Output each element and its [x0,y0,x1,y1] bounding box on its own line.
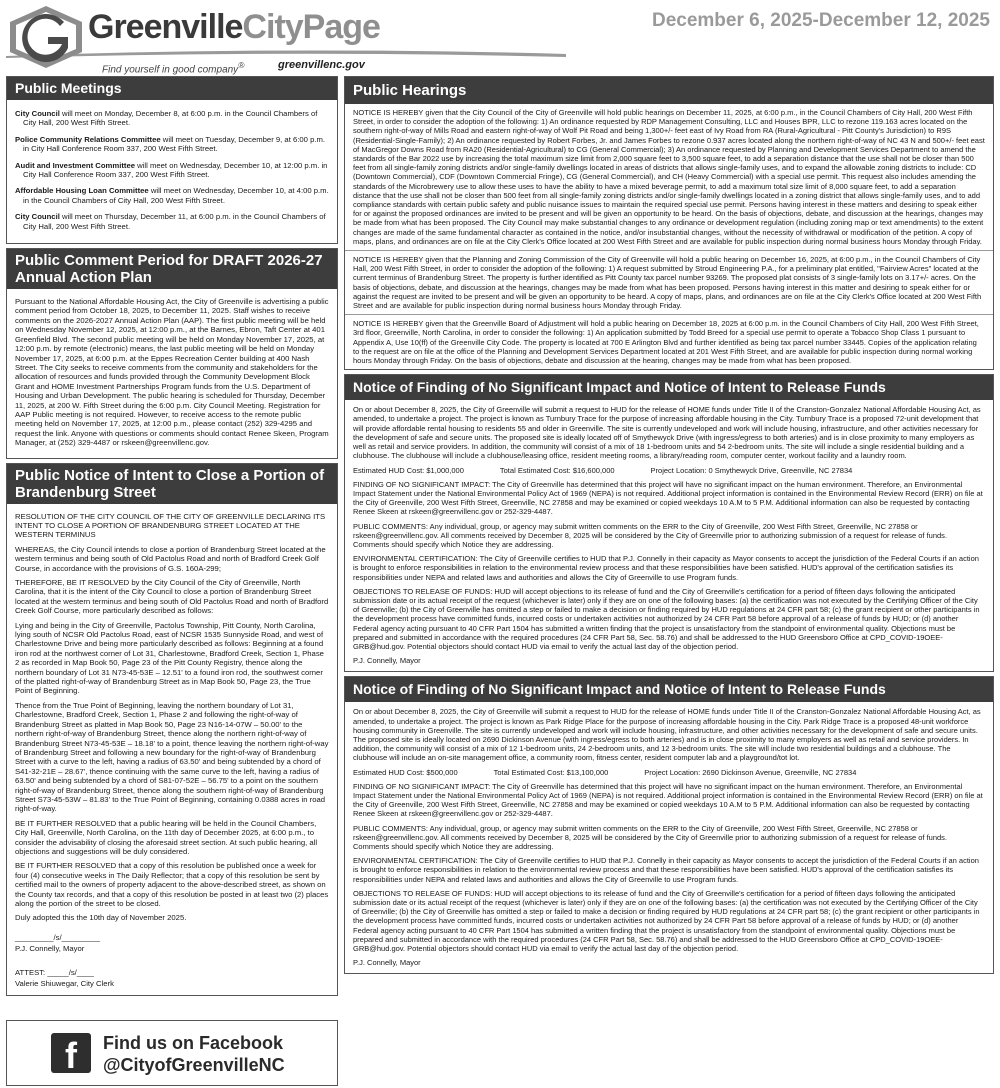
hearing-notice: NOTICE IS HEREBY given that the Greenville Board of Adjustment will hold a public hearing on December 18, 2025 at 6:00 p.m. in the Council Chambers of City Hall, 200 West Fifth Street, 3rd floor, Greenville, North Carolina, in order to consider the following: 1) An application submitted by Todd Breed for a special use permit to operate a Tobacco Shop Class 1 pursuant to Appendix A, Use 10(ff) of the Greenville City Code. The property is located at 700 E Arlington Blvd and further identified as being tax parcel number 33445. Copies of the application relating to the request are on file at the office of the Planning and Development Services Department located at 201 West Fifth Street, and are available for public inspection during normal working hours Monday through Friday. On the basis of objections, debate and discussion at the hearing, changes may be made from what has been proposed. [353,319,979,366]
brandenburg-paragraph: Thence from the True Point of Beginning, leaving the northern boundary of Lot 31, Charlestowne, Bradford Creek, Section 1, Phase 2 and following the right-of-way of Brandenburg Street as platted in Map Book 50, Page 23 N16-14-07W – 50.00' to the northern right-of-way of Brandenburg Street, thence along the northern right-of-way of Brandenburg Street N73-45-53E – 18.18' to a point, thence leaving the northern right-of-way of Brandenburg Street and following a new boundary for the right-of-way of Brandenburg Street with a curve to the left, having a radius of 63.50' and being subtended by a chord of S41-32-21E – 28.67', thence continuing with the same curve to the left, having a radius of 63.50' and being subtended by a chord of S81-07-52E – 56.75' to a point on the southern right-of-way of Brandenburg Street, thence along the southern right-of-way of Brandenburg Street S73-45-53W – 81.83' to the True Point of Beginning, containing 0.0388 acres in road right-of-way. [15,700,329,814]
facebook-line1: Find us on Facebook [103,1033,284,1053]
public-meetings-section [6,76,338,244]
meeting-name: Audit and Investment Committee [15,160,136,170]
fonsi-body [345,702,993,973]
brand-light: CityPage [242,8,380,46]
brand-title [88,8,380,47]
est-total-cost: Total Estimated Cost: $16,600,000 [499,465,615,475]
fonsi-heading: Notice of Finding of No Significant Impact and Notice of Intent to Release Funds [345,677,993,702]
tagline-text: Find yourself in good company [102,64,239,76]
signature-line: _________/s/_________ [15,932,101,942]
public-comment-section [6,248,338,459]
est-hud-cost: Estimated HUD Cost: $500,000 [353,767,458,777]
fonsi-signer: P.J. Connelly, Mayor [353,958,421,968]
hearing-notice: NOTICE IS HEREBY given that the City Council of the City of Greenville will hold public hearings on December 11, 2025, at 6:00 p.m., in the Council Chambers of City Hall, 200 West Fifth Street, in order to consider the adoption of the following: 1) An ordinance requested by RDP Management Consulting, LLC and Houses BPR, LLC to rezone 119.163 acres located on the southern right-of-way of Mills Road and eastern right-of-way of Wolf Pit Road and being 1,300+/- feet east of Ivy Road from RA (Rural-Agricultural - Pitt County's Jurisdiction) to R9S (Residential-Single-Family); 2) An ordinance requested by Robert Forbes, Jr. and James Forbes to rezone 0.937 acres located along the northern right-of-way of NC 43 N and 500+/- feet east of MacGregor Downs Road from RA20 (Residential-Agricultural) to CG (General Commercial); 3) An ordinance requested by Planning and Development Services Department to amend the standards of the Bar 2022 use by increasing the total maximum size limit from 2,000 square feet to 3,500 square feet, to add a separation distance that the use shall not be closer than 500 feet from all single-family zoning districts and/or single-family dwellings located in areas of districts that allows single-family uses, and to expand the allowable zoning districts to include: CD (Downtown Commercial), CDF (Downtown Commercial Fringe), CG (General Commercial), and CH (Heavy Commercial) with a special use permit. This request also includes amending the standards of the Microbrewery use to allow these uses to have the ability to have a mixed beverage permit, to add a maximum total size limit of 8,000 square feet, to add a separation distance that the use shall not be closer than 500 feet from all single-family zoning districts and/or single-family dwellings located in a zoning district that allows single-family uses, and to add compliance standards with certain public safety and public nuisance issues to maintain the required special use permit. Persons having interest in these matters and desiring to speak either for or against the proposed ordinances are invited to be present and will be given an opportunity to be heard. On the basis of objections, debate, and discussion at the hearings, changes may be made from what has been proposed. The City Council may make substantial changes to any ordinance or development regulation (including zoning map or text amendments) to the extent changes are made of the same fundamental character as contained in the notice, and/or insubstantial changes, without the necessity of withdrawal or modification of the petition. A copy of maps, plans, and ordinances are on file at the City Clerk's Office located at 200 West Fifth Street and are available for public inspection during normal business hours Monday through Friday. [345,104,993,251]
public-comment-body [7,289,337,458]
cost-row [353,466,985,475]
meeting-item [15,109,329,128]
meeting-item [15,186,329,205]
brandenburg-paragraph: Lying and being in the City of Greenville, Pactolus Township, Pitt County, North Carolina, lying south of NCSR Old Pactolus Road, east of NCSR 1535 Sunnyside Road, and west of Charlestowne Drive and being more particularly described as follows: Beginning at a found iron rod at the northwest corner of Lot 31, Charlestowne, Bradford Creek, Section 1, Phase 2 as recorded in Map Book 50, Page 23 of the Pitt County Registry, thence along the northern boundary of Lot 31 N73-45-53E – 12.51' to a found iron rod, the southwest corner of the platted right-of-way of Brandenburg Street as in Map Book 50, Page 23, the True Point of Beginning. [15,620,324,696]
fonsi-objections: OBJECTIONS TO RELEASE OF FUNDS: HUD will accept objections to its release of fund and the City of Greenville's certification for a period of fifteen days following the anticipated submission date or its actual receipt of the request (whichever is later) only if they are on one of the following bases: (a) the certification was not executed by the Certifying Officer of the City of Greenville; (b) the City of Greenville has omitted a step or failed to make a decision or finding required by HUD regulations at 24 CFR part 58; (c) the grant recipient or other participants in the development process have committed funds, incurred costs or undertaken activities not authorized by 24 CFR Part 58 before approval of a release of funds by HUD; or (d) another Federal agency acting pursuant to 40 CFR Part 1504 has submitted a written finding that the project is unsatisfactory from the standpoint of environmental quality. Objections must be prepared and submitted in accordance with the required procedures (24 CFR Part 58, Sec. 58.76) and shall be addressed to the HUD Greensboro Office at CPD_COVID-19OEE-GRB@hud.gov. Potential objectors should contact HUD via email to verify the actual last day of the objection period. [353,888,980,954]
brandenburg-paragraph: Duly adopted this the 10th day of November 2025. [15,913,187,923]
tagline-mark: ® [238,60,245,70]
brandenburg-paragraph: BE IT FURTHER RESOLVED that a public hearing will be held in the Council Chambers, City Hall, Greenville, North Carolina, on the 11th day of December 2025, at 6:00 p.m., to consider the advisability of closing the aforesaid street section. At such public hearing, all objections and suggestions will be duly considered. [15,818,318,856]
facebook-icon[interactable]: f [51,1033,91,1073]
hearing-notice: NOTICE IS HEREBY given that the Planning and Zoning Commission of the City of Greenville will hold a public hearing on December 16, 2025, at 6:00 p.m., in the Council Chambers of City Hall, 200 West Fifth Street, in order to consider the adoption of the following: 1) A request submitted by Stroud Engineering P.A., for a preliminary plat entitled, "Fairview Acres" located at the current terminus of Brandenburg Street. The property is further identified as Pitt County tax parcel number 93269. The proposed plat consists of 3 single-family lots on 3.17+/- acres. On the basis of objections, debate, and discussion at the hearings, changes may be made from what has been proposed. Persons having interest in this matter and desiring to speak either for or against the request are invited to be present and will be given an opportunity to be heard. A copy of maps, plans, and ordinances are on file at the City Clerk's Office located at 200 West Fifth Street and are available for public inspection during normal business hours Monday through Friday. [345,251,993,315]
fonsi-objections: OBJECTIONS TO RELEASE OF FUNDS: HUD will accept objections to its release of fund and the City of Greenville's certification for a period of fifteen days following the anticipated submission date or its actual receipt of the request (whichever is later) only if they are on one of the following bases: (a) the certification was not executed by the Certifying Officer of the City of Greenville; (b) the City of Greenville has omitted a step or failed to make a decision or finding required by HUD regulations at 24 CFR part 58; (c) the grant recipient or other participants in the development process have committed funds, incurred costs or undertaken activities not authorized by 24 CFR Part 58 before approval of a release of funds by HUD; or (d) another Federal agency acting pursuant to 40 CFR Part 1504 has submitted a written finding that the project is unsatisfactory from the standpoint of environmental quality. Objections must be prepared and submitted in accordance with the required procedures (24 CFR Part 58, Sec. 58.76) and shall be addressed to the HUD Greensboro Office at CPD_COVID-19OEE-GRB@hud.gov. Potential objectors should contact HUD via email to verify the actual last day of the objection period. [353,586,980,651]
meeting-name: Police Community Relations Committee [15,134,161,144]
fonsi-signer: P.J. Connelly, Mayor [353,656,421,666]
fonsi-comments: PUBLIC COMMENTS: Any individual, group, or agency may submit written comments on the ERR to the City of Greenville, 200 West Fifth Street, Greenville, NC 27858 or rskeen@greenvillenc.gov. All comments received by December 8, 2025 will be considered by the City of Greenville prior to authorizing submission of a request for release of funds. Comments should specify which Notice they are addressing. [353,823,948,851]
meeting-name: City Council [15,212,60,222]
fonsi-certification: ENVIRONMENTAL CERTIFICATION: The City of Greenville certifies to HUD that P.J. Connelly in their capacity as Mayor consents to accept the jurisdiction of the Federal Courts if an action is brought to enforce responsibilities in relation to the environmental review process and that these responsibilities have been satisfied. HUD's approval of the certification satisfies its responsibilities under NEPA and related laws and authorities and allows the City of Greenville to use Program funds. [353,554,979,582]
signature-name: P.J. Connelly, Mayor [15,944,85,954]
meeting-name: City Council [15,109,60,118]
brandenburg-paragraph: RESOLUTION OF THE CITY COUNCIL OF THE CITY OF GREENVILLE DECLARING ITS INTENT TO CLOSE A PORTION OF BRANDENBURG STREET LOCATED AT THE WESTERN TERMINUS [15,511,326,540]
project-location: Project Location: 2690 Dickinson Avenue, Greenville, NC 27834 [644,767,857,777]
brandenburg-body [7,504,337,996]
facebook-handle[interactable]: @CityofGreenvilleNC [103,1055,285,1075]
brandenburg-paragraph: BE IT FURTHER RESOLVED that a copy of this resolution be published once a week for four (4) consecutive weeks in The Daily Reflector; that a copy of this resolution be sent by certified mail to the owners of property adjacent to the above-described street, as shown on the County tax records, and that a copy of this resolution be posted in at least two (2) places along the portion of the street to be closed. [15,861,329,908]
meeting-text: will meet on Wednesday, December 10, at 12:00 p.m. in City Hall Conference Room 337, 200 West Fifth Street. [23,160,328,180]
brandenburg-paragraph: WHEREAS, the City Council intends to close a portion of Brandenburg Street located at the western terminus and being south of Old Pactolus Road and north of Bradford Creek Golf Course, in accordance with the provisions of G.S. 160A-299; [15,544,326,573]
brandenburg-heading: Public Notice of Intent to Close a Portion of Brandenburg Street [7,464,337,504]
right-column [344,76,994,978]
meeting-text: will meet on Thursday, December 11, at 6:00 p.m. in the Council Chambers of City Hall, 200 West Fifth Street. [23,212,326,231]
fonsi-heading: Notice of Finding of No Significant Impact and Notice of Intent to Release Funds [345,375,993,400]
fonsi-turnbury-section [344,374,994,672]
meeting-text: will meet on Wednesday, December 10, at 4:00 p.m. in the Council Chambers of City Hall, 200 West Fifth Street. [23,186,329,205]
fonsi-certification: ENVIRONMENTAL CERTIFICATION: The City of Greenville certifies to HUD that P.J. Connelly in their capacity as Mayor consents to accept the jurisdiction of the Federal Courts if an action is brought to enforce responsibilities in relation to the environmental review process and that these responsibilities have been satisfied. HUD's approval of the certification satisfies its responsibilities under NEPA and related laws and authorities and allows the City of Greenville to use Program funds. [353,856,979,884]
public-comment-text: Pursuant to the National Affordable Housing Act, the City of Greenville is advertising a public comment period from October 18, 2025, to December 11, 2025. Staff wishes to receive comments on the 2026-2027 Annual Action Plan (AAP). The first public meeting will be held on Wednesday November 12, 2025, at 12:00 p.m., at the Barnes, Ebron, Taft Center at 401 Greenfield Blvd. The second public meeting will be held on Monday November 17, 2025, at 12:00 p.m. by remote (electronic) means, the last public meeting will be held on Monday November 17, 2025, at 6:00 p.m. at the Eppes Recreation Center building at 400 Nash Street. The City seeks to receive comments from the community and stakeholders for the allocation of resources and funds provided through the Community Development Block Grant and HOME Investment Partnerships Program funds from the U.S. Department of Housing and Urban Development. The public hearing is scheduled for Thursday, December 11, 2025, at 200 W. Fifth Street during the 6:00 p.m. City Council Meeting. Registration for AAP Public meeting is not required. However, to receive access to the remote public meeting held on November 17, 2025, at 12:00 p.m., please contact (252) 329-4295 and request the link. Anyone with questions or comments should contact Renee Skeen, Program Manager, at (252) 329-4487 or rskeen@greenvillenc.gov. [15,297,329,448]
fonsi-comments: PUBLIC COMMENTS: Any individual, group, or agency may submit written comments on the ERR to the City of Greenville, 200 West Fifth Street, Greenville, NC 27858 or rskeen@greenvillenc.gov. All comments received by December 8, 2025 will be considered by the City of Greenville prior to authorizing submission of a request for release of funds. Comments should specify which Notice they are addressing. [353,521,948,549]
attest-line: ATTEST: _____/s/____ [15,967,94,977]
fonsi-finding: FINDING OF NO SIGNIFICANT IMPACT: The City of Greenville has determined that this project will have no significant impact on the human environment. Therefore, an Environmental Impact Statement under the National Environmental Policy Act of 1969 (NEPA) is not required. Additional project information is contained in the Environmental Review Record (ERR) on file at the City of Greenville, 200 West Fifth Street, Greenville, NC 27858 and may be examined or copied weekdays 10 A.M to 5 P.M. Additional information can also be requested by contacting Renee Skeen at rskeen@greenvillenc.gov or 252-329-4487. [353,781,983,819]
est-total-cost: Total Estimated Cost: $13,100,000 [493,767,609,777]
public-meetings-heading: Public Meetings [7,77,337,100]
public-meetings-list [7,100,337,243]
project-location: Project Location: 0 Smythewyck Drive, Greenville, NC 27834 [650,465,853,475]
meeting-item [15,135,329,154]
site-url[interactable]: greenvillenc.gov [278,59,365,71]
meeting-text: will meet on Tuesday, December 9, at 6:00 p.m. in City Hall Conference Room 337, 200 West Fifth Street. [23,134,326,154]
meeting-name: Affordable Housing Loan Committee [15,186,149,196]
meeting-text: will meet on Monday, December 8, at 6:00 p.m. in the Council Chambers of City Hall, 200 West Fifth Street. [23,109,318,128]
greenville-logo [6,4,566,76]
fonsi-intro: On or about December 8, 2025, the City of Greenville will submit a request to HUD for the release of HOME funds under Title II of the Cranston-Gonzalez National Affordable Housing Act, as amended, to undertake a project. The project is known as Park Ridge Place for the purpose of increasing affordable housing in the City. Park Ridge Trace is a proposed 48-unit workforce housing community in Greenville. The site is currently undeveloped and work will include housing, infrastructure, and other activities necessary for the development of safe and secure units. The proposed site is ideally located on 2690 Dickinson Avenue (with ingress/egress to both arteries) and is in close proximity to many employers as well as retail and service providers. In addition, the community will consist of a mix of 12 1-bedroom units, 24 2-bedroom units, and 12 3-bedroom units. The site will include two residential buildings and a clubhouse. The clubhouse will include an on-site management office, a community room, fitness center, resident computer lab and a playground/tot lot. [353,707,981,763]
public-hearings-section [344,76,994,370]
brandenburg-section [6,463,338,997]
public-comment-heading: Public Comment Period for DRAFT 2026-27 Annual Action Plan [7,249,337,289]
attest-name: Valerie Shiuwegar, City Clerk [15,979,114,989]
date-range: December 6, 2025-December 12, 2025 [651,10,990,31]
fonsi-finding: FINDING OF NO SIGNIFICANT IMPACT: The City of Greenville has determined that this project will have no significant impact on the human environment. Therefore, an Environmental Impact Statement under the National Environmental Policy Act of 1969 (NEPA) is not required. Additional project information is contained in the Environmental Review Record (ERR) on file at the City of Greenville, 200 West Fifth Street, Greenville, NC 27858 and may be examined or copied weekdays 10 A.M to 5 P.M. Additional information can also be requested by contacting Renee Skeen at rskeen@greenvillenc.gov or 252-329-4487. [353,479,983,517]
cost-row [353,768,985,777]
brandenburg-paragraph: THEREFORE, BE IT RESOLVED by the City Council of the City of Greenville, North Carolina, that it is the intent of the City Council to close a portion of Brandenburg Street located at the western terminus and being south of Old Pactolus Road and north of Bradford Creek Golf Course, more particularly described as follows: [15,578,329,616]
fonsi-park-ridge-section [344,676,994,974]
brand-main: Greenville [88,8,243,46]
facebook-promo[interactable] [6,1020,338,1086]
g-emblem-icon [6,4,86,70]
swoosh-graphic [6,48,566,58]
meeting-item [15,161,329,180]
fonsi-intro: On or about December 8, 2025, the City of Greenville will submit a request to HUD for the release of HOME funds under Title II of the Cranston-Gonzalez National Affordable Housing Act, as amended, to undertake a project. The project is known as Turnbury Trace for the purpose of increasing affordable housing in the City. Turnbury Trace is a proposed 72-unit development that will provide affordable rental housing to residents 55 and older in Greenville. The site is currently undeveloped and work will include housing, infrastructure, and other activities necessary for the development of safe and secure units. The proposed site is ideally located off of Smythewyck Drive (with ingress/egress to both arteries) and is in close proximity to many employers as well as retail and service providers. In addition, the community will consist of a mix of 18 1-bedroom units and 54 2-bedroom units. The site will include a single residential building and a clubhouse. The clubhouse will include a clubhouse/leasing office, resident meeting rooms, a library/reading room, computer center, workout facility and a laundry room. [353,405,981,461]
fonsi-body [345,400,993,671]
meeting-item [15,212,329,231]
left-column [6,76,338,1000]
public-hearings-heading: Public Hearings [345,77,993,104]
tagline [102,60,244,75]
est-hud-cost: Estimated HUD Cost: $1,000,000 [353,465,464,475]
masthead [0,0,1000,74]
